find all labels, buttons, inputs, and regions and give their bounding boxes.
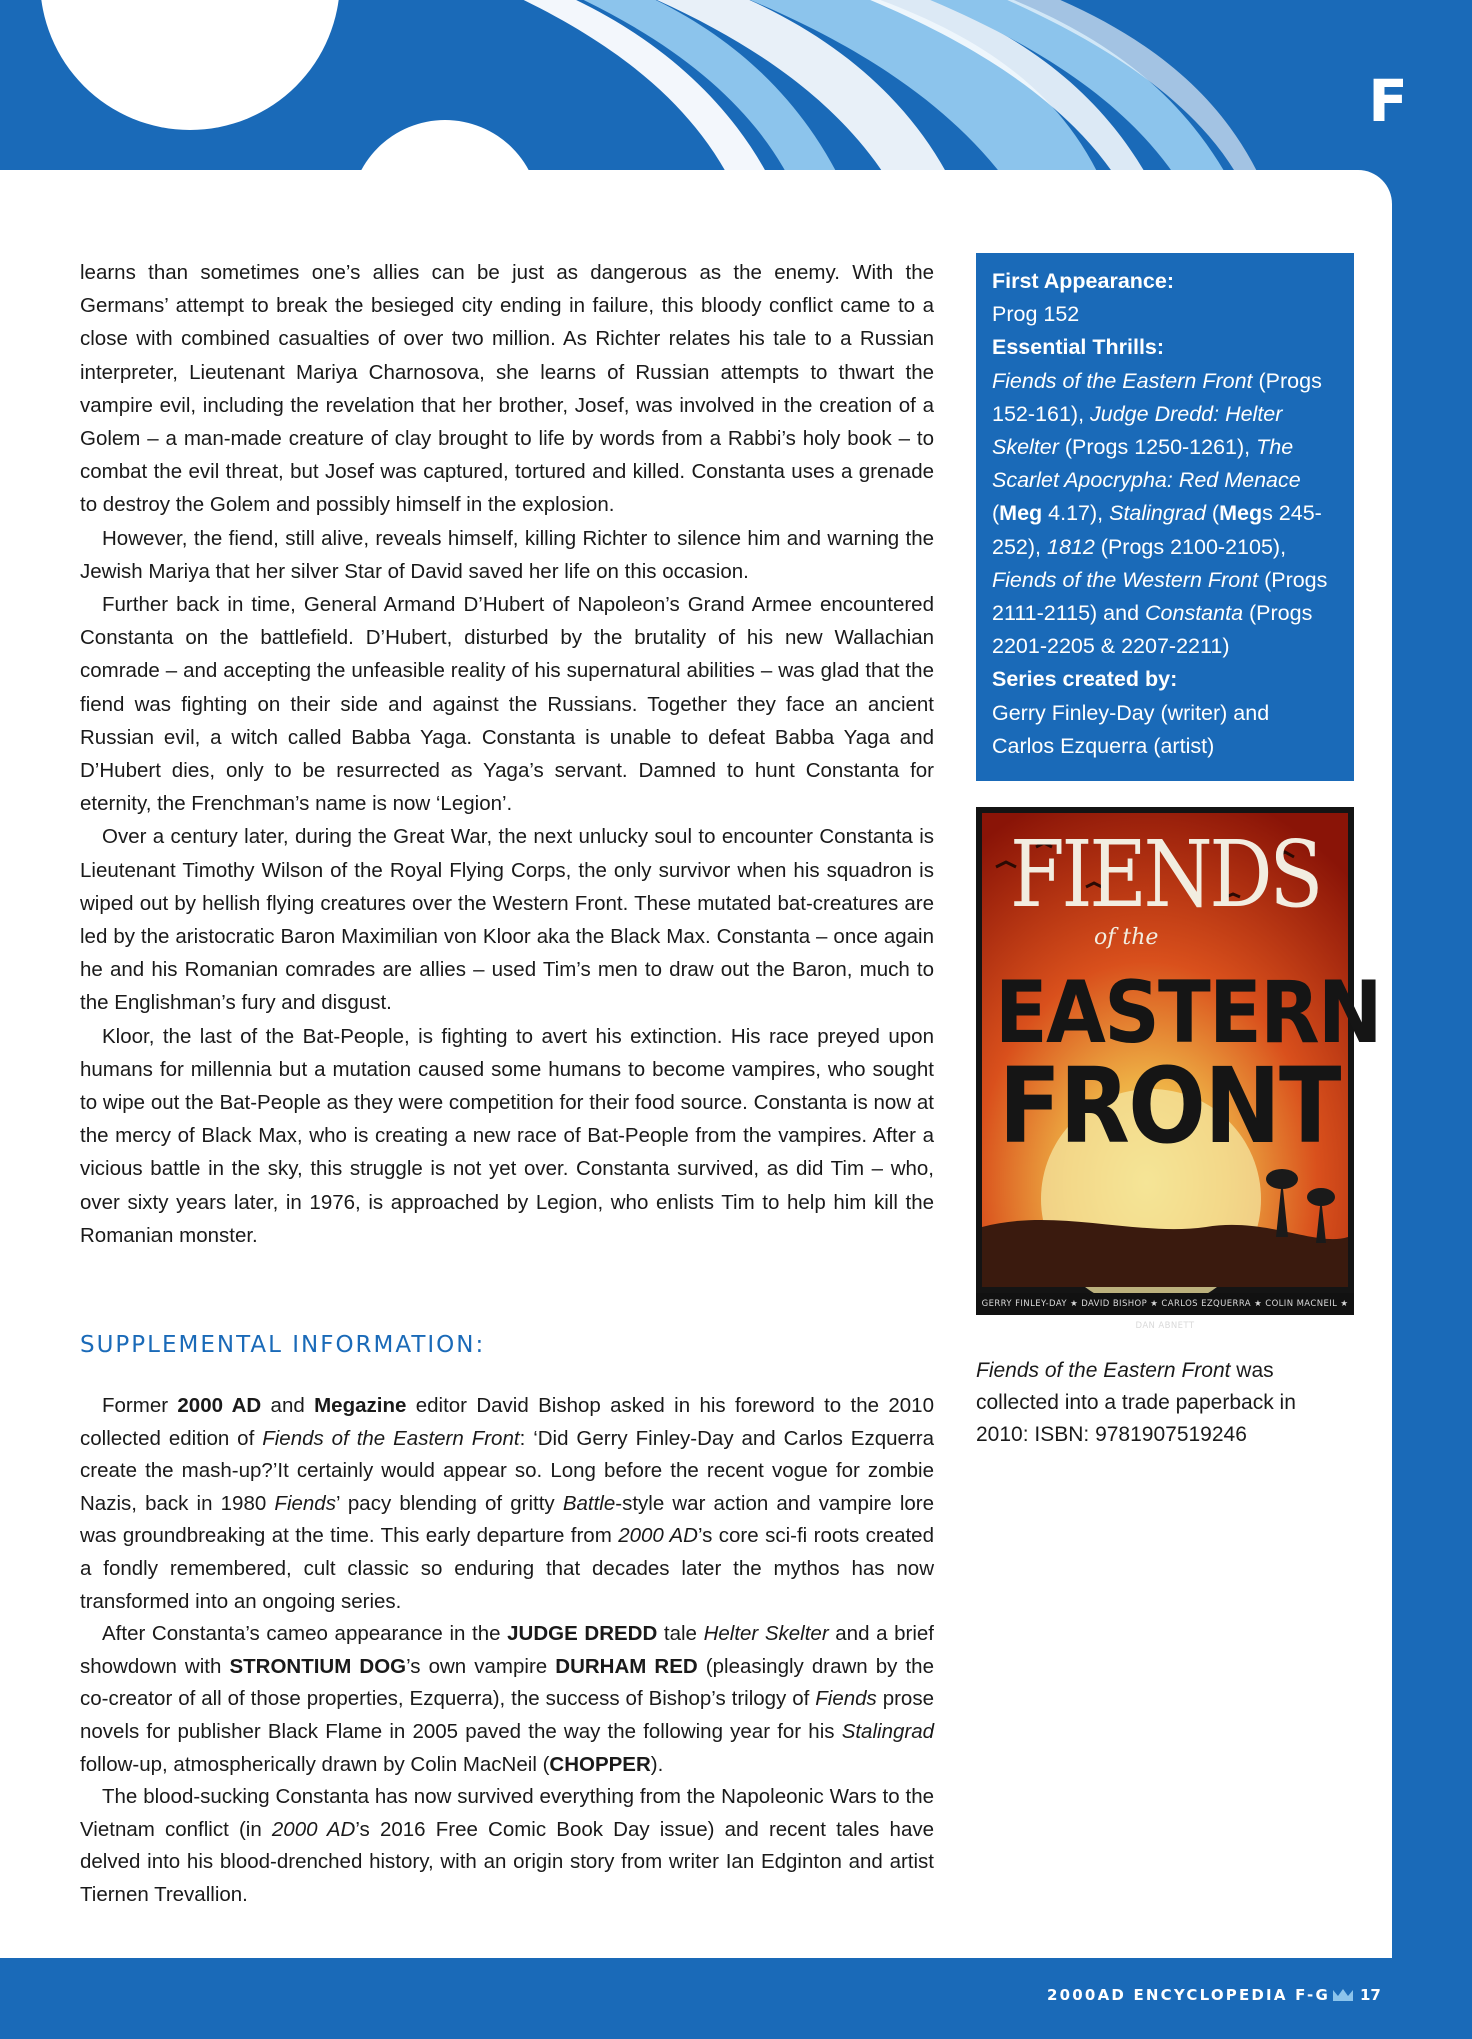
main-article [80, 256, 934, 1252]
article-paragraph: However, the fiend, still alive, reveals himself, killing Richter to silence him and warning the Jewish Mariya that her silver Star of David saved her life on this occasion. [80, 526, 934, 583]
cover-title-of-the: of the [1094, 925, 1159, 950]
supplemental-paragraph: After Constanta’s cameo appearance in the JUDGE DREDD tale Helter Skelter and a brief showdown with STRONTIUM DOG’s own vampire DURHAM RED (pleasingly drawn by the co-creator of all of those properties, Ezquerra), the success of Bishop’s trilogy of Fiends prose novels for publisher Black Flame in 2005 paved the way the following year for his Stalingrad follow-up, atmospherically drawn by Colin MacNeil (CHOPPER). [80, 1622, 934, 1776]
crown-logo-icon [1332, 1988, 1354, 2002]
article-paragraph: learns than sometimes one’s allies can be just as dangerous as the enemy. With the Germans’ attempt to break the besieged city ending in failure, this bloody conflict came to a close with combined casualties of over two million. As Richter relates his tale to a Russian interpreter, Lieutenant Mariya Charnosova, she learns of Russian attempts to thwart the vampire evil, including the revelation that her brother, Josef, was involved in the creation of a Golem – a man-made creature of clay brought to life by words from a Rabbi’s holy book – to combat the evil threat, but Josef was captured, tortured and killed. Constanta uses a grenade to destroy the Golem and possibly himself in the explosion. [80, 261, 934, 517]
supplemental-paragraph: The blood-sucking Constanta has now survived everything from the Napoleonic Wars to the Vietnam conflict (in 2000 AD’s 2016 Free Comic Book Day issue) and recent tales have delved into his blood-drenched history, with an origin story from writer Ian Edginton and artist Tiernen Trevallion. [80, 1785, 934, 1906]
essential-thrills-list: Fiends of the Eastern Front (Progs 152-161), Judge Dredd: Helter Skelter (Progs 1250-1261), The Scarlet Apocrypha: Red Menace (Meg 4.17), Stalingrad (Megs 245-252), 1812 (Progs 2100-2105), Fiends of the Western Front (Progs 2111-2115) and Constanta (Progs 2201-2205 & 2207-2211) [992, 368, 1328, 659]
cover-credits: GERRY FINLEY-DAY ★ DAVID BISHOP ★ CARLOS EZQUERRA ★ COLIN MACNEIL ★ DAN ABNETT [976, 1293, 1354, 1315]
article-paragraph: Over a century later, during the Great War, the next unlucky soul to encounter Constanta is Lieutenant Timothy Wilson of the Royal Flying Corps, the only survivor when his squadron is wiped out by hellish flying creatures over the Western Front. These mutated bat-creatures are led by the aristocratic Baron Maximilian von Kloor aka the Black Max. Constanta – once again he and his Romanian comrades are allies – used Tim’s men to draw out the Baron, much to the Englishman’s fury and disgust. [80, 825, 934, 1015]
essential-thrills-label: Essential Thrills: [992, 335, 1165, 360]
caption-title: Fiends of the Eastern Front [976, 1359, 1231, 1382]
footer-publication: 2000AD ENCYCLOPEDIA F-G [1047, 1986, 1330, 2004]
series-created-label: Series created by: [992, 667, 1178, 692]
section-letter: F [1368, 67, 1408, 135]
first-appearance-value: Prog 152 [992, 302, 1080, 327]
first-appearance-label: First Appearance: [992, 269, 1175, 293]
series-created-value: Gerry Finley-Day (writer) and [992, 700, 1270, 725]
caption-text: was collected into a trade paperback in 2010: ISBN: 9781907519246 [976, 1359, 1296, 1446]
footer-page-number: 17 [1360, 1986, 1381, 2004]
book-cover-image [976, 807, 1381, 1331]
article-paragraph: Further back in time, General Armand D’Hubert of Napoleon’s Grand Armee encountered Constanta on the battlefield. D’Hubert, disturbed by the brutality of his new Wallachian comrade – and accepting the unfeasible reality of his supernatural abilities – was glad that the fiend was fighting on their side and against the Russians. Together they face an ancient Russian evil, a witch called Babba Yaga. Constanta is unable to defeat Babba Yaga and D’Hubert dies, only to be resurrected as Yaga’s servant. Damned to hunt Constanta for eternity, the Frenchman’s name is now ‘Legion’. [80, 593, 934, 816]
article-paragraph: Kloor, the last of the Bat-People, is fighting to avert his extinction. His race preyed upon humans for millennia but a mutation caused some humans to become vampires, who sought to wipe out the Bat-People as they were competition for their food source. Constanta is now at the mercy of Black Max, who is creating a new race of Bat-People from the vampires. After a vicious battle in the sky, this struggle is not yet over. Constanta survived, as did Tim – who, over sixty years later, in 1976, is approached by Legion, who enlists Tim to help him kill the Romanian monster. [80, 1024, 934, 1247]
supplemental-heading: SUPPLEMENTAL INFORMATION: [80, 1332, 486, 1358]
cover-title-front: FRONT [998, 1045, 1340, 1167]
series-created-value: Carlos Ezquerra (artist) [992, 733, 1215, 758]
cover-title-fiends: FIENDS [1009, 821, 1321, 928]
info-box [976, 253, 1354, 781]
cover-title-eastern: EASTERN [994, 963, 1381, 1063]
supplemental-paragraph: Former 2000 AD and Megazine editor David Bishop asked in his foreword to the 2010 collected edition of Fiends of the Eastern Front: ‘Did Gerry Finley-Day and Carlos Ezquerra create the mash-up?’It certainly would appear so. Long before the recent vogue for zombie Nazis, back in 1980 Fiends’ pacy blending of gritty Battle-style war action and vampire lore was groundbreaking at the time. This early departure from 2000 AD’s core sci-fi roots created a fondly remembered, cult classic so enduring that decades later the mythos has now transformed into an ongoing series. [80, 1394, 934, 1613]
cover-caption [976, 1355, 1354, 1451]
supplemental-article [80, 1390, 934, 1912]
